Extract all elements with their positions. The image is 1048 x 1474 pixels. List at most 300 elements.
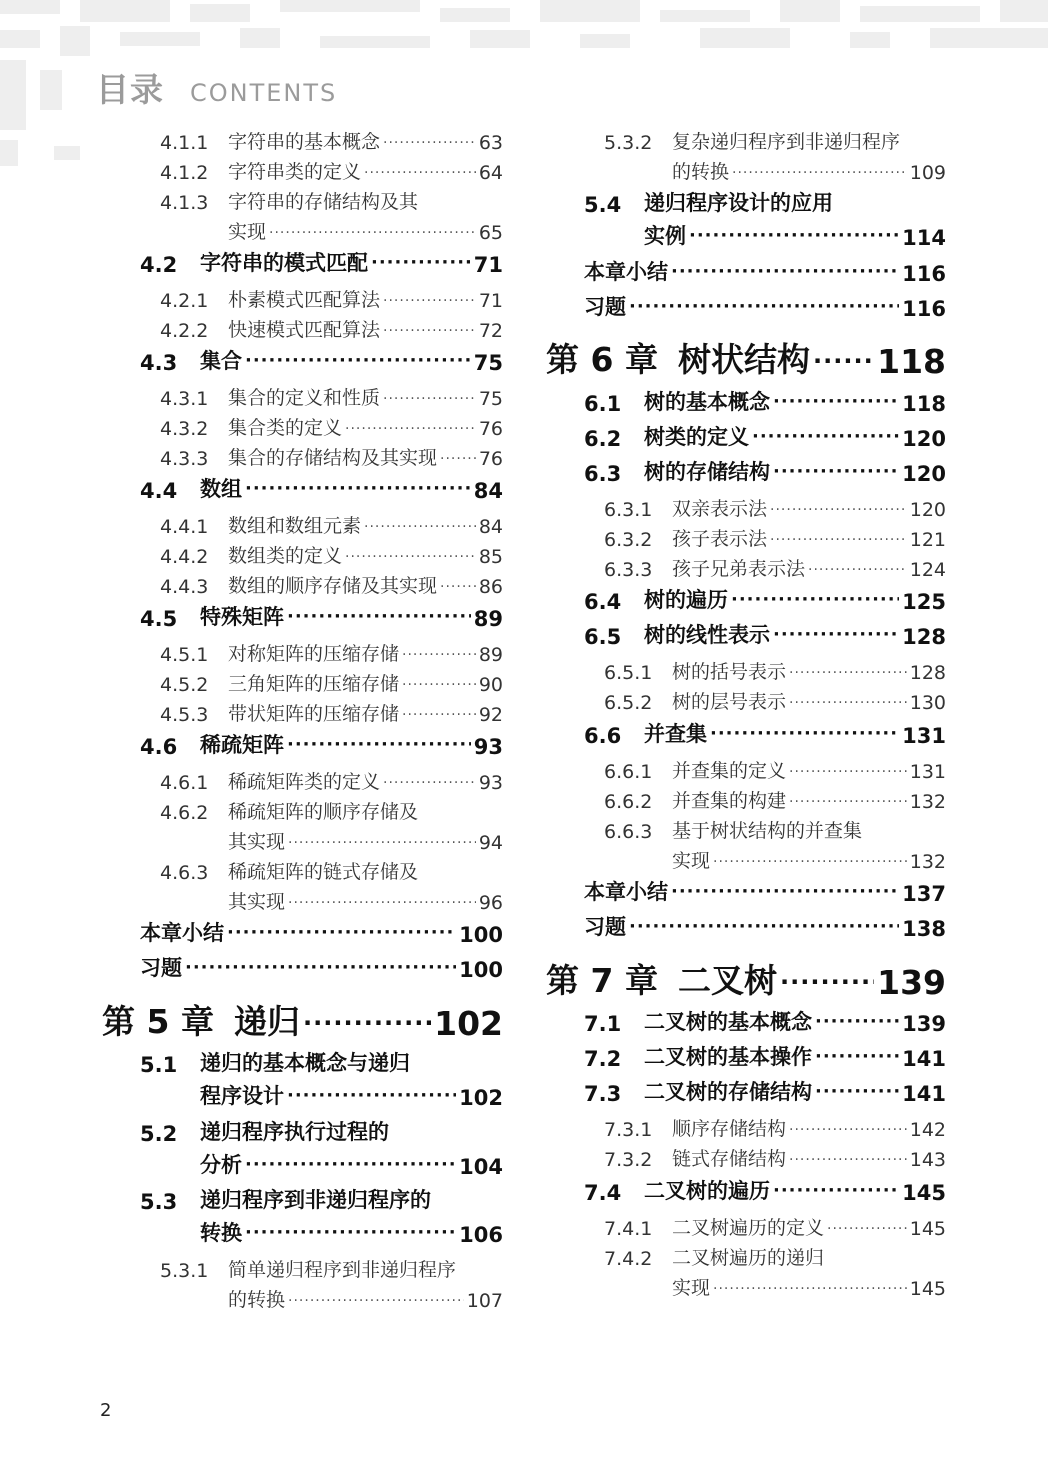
toc-entry-number: 4.4.1 — [160, 516, 209, 538]
toc-entry-title: 习题 — [584, 915, 626, 939]
toc-entry-title: 习题 — [140, 956, 182, 980]
toc-entry — [584, 1041, 946, 1071]
toc-entry-title: 并查集 — [644, 722, 707, 746]
toc-entry-title: 本章小结 — [584, 880, 668, 904]
toc-entry-page: 102 — [434, 1004, 503, 1043]
toc-entry-page: 89 — [478, 644, 503, 666]
leader-dots — [731, 589, 899, 610]
leader-dots — [770, 502, 907, 518]
toc-entry-title: 分析 — [200, 1153, 242, 1177]
leader-dots — [789, 1122, 907, 1138]
toc-entry-page: 142 — [909, 1119, 946, 1141]
toc-entry-title: 递归的基本概念与递归 — [200, 1051, 410, 1075]
toc-entry — [584, 911, 946, 941]
toc-entry-number: 7.2 — [584, 1047, 622, 1071]
toc-entry-number: 4.4.2 — [160, 546, 209, 568]
leader-dots — [815, 1081, 899, 1102]
leader-dots — [789, 794, 907, 810]
toc-entry-title: 集合的定义和性质 — [228, 387, 381, 409]
toc-entry-page: 72 — [478, 320, 503, 342]
toc-entry-number: 6.6.2 — [604, 791, 653, 813]
toc-entry-page: 145 — [902, 1181, 946, 1205]
toc-entry-page: 143 — [909, 1149, 946, 1171]
toc-entry-number: 4.4 — [140, 479, 178, 503]
leader-dots — [813, 347, 874, 375]
toc-entry-title: 链式存储结构 — [672, 1148, 787, 1170]
toc-entry-title: 树的线性表示 — [644, 623, 770, 647]
toc-entry-number: 4.6.1 — [160, 772, 209, 794]
toc-entry-number: 第 6 章 — [546, 340, 658, 379]
toc-entry — [604, 1210, 946, 1240]
leader-dots — [629, 296, 899, 317]
toc-entry — [604, 521, 946, 551]
toc-entry-number: 4.4.3 — [160, 576, 209, 598]
leader-dots — [752, 426, 899, 447]
toc-entry-page: 64 — [478, 162, 503, 184]
toc-entry-title: 简单递归程序到非递归程序 — [228, 1259, 457, 1281]
leader-dots — [287, 734, 471, 755]
toc-entry-page: 75 — [478, 388, 503, 410]
toc-entry-page: 145 — [909, 1218, 946, 1240]
toc-entry-title: 顺序存储结构 — [672, 1118, 787, 1140]
toc-entry-number: 7.3 — [584, 1082, 622, 1106]
toc-entry-title: 递归程序到非递归程序的 — [200, 1188, 431, 1212]
toc-entry-number: 5.2 — [140, 1122, 178, 1146]
toc-entry — [546, 335, 946, 381]
toc-entry-title: 习题 — [584, 295, 626, 319]
toc-entry-title: 双亲表示法 — [672, 498, 768, 520]
toc-entry — [584, 421, 946, 451]
toc-entry-number: 6.5 — [584, 625, 622, 649]
toc-entry-number: 6.5.1 — [604, 662, 653, 684]
toc-entry — [140, 917, 503, 947]
toc-entry-title: 字符串的基本概念 — [228, 131, 381, 153]
toc-entry-number: 4.3.2 — [160, 418, 209, 440]
toc-entry-page: 100 — [459, 923, 503, 947]
toc-entry — [140, 1184, 503, 1214]
leader-dots — [773, 391, 899, 412]
toc-entry — [160, 508, 503, 538]
toc-entry — [140, 1116, 503, 1146]
toc-entry-title: 数组和数组元素 — [228, 515, 362, 537]
toc-entry-title: 复杂递归程序到非递归程序 — [672, 131, 901, 153]
toc-entry-number: 6.3 — [584, 462, 622, 486]
toc-entry — [102, 997, 503, 1043]
toc-entry-number: 4.3.1 — [160, 388, 209, 410]
toc-entry-page: 109 — [909, 162, 946, 184]
toc-entry-page: 120 — [909, 499, 946, 521]
toc-entry-title: 二叉树的存储结构 — [644, 1080, 812, 1104]
toc-entry-title: 字符串的模式匹配 — [200, 251, 368, 275]
toc-entry-title: 树的存储结构 — [644, 460, 770, 484]
toc-entry — [160, 854, 503, 884]
toc-entry-page: 114 — [902, 226, 946, 250]
toc-entry — [584, 386, 946, 416]
toc-entry-page: 131 — [909, 761, 946, 783]
toc-entry-page: 131 — [902, 724, 946, 748]
toc-entry-page: 102 — [459, 1086, 503, 1110]
header-title-en: CONTENTS — [190, 79, 338, 107]
toc-entry-page: 138 — [902, 917, 946, 941]
toc-entry — [584, 456, 946, 486]
toc-entry-page: 96 — [478, 892, 503, 914]
leader-dots — [440, 579, 476, 595]
leader-dots — [371, 252, 471, 273]
toc-entry-number: 4.5 — [140, 607, 178, 631]
toc-entry-number: 6.6.1 — [604, 761, 653, 783]
toc-entry-page: 137 — [902, 882, 946, 906]
toc-entry-number: 4.2.1 — [160, 290, 209, 312]
toc-entry — [160, 696, 503, 726]
toc-entry — [160, 282, 503, 312]
toc-entry — [672, 843, 946, 873]
toc-entry-title: 数组的顺序存储及其实现 — [228, 575, 438, 597]
toc-entry — [604, 124, 946, 154]
toc-entry-page: 145 — [909, 1278, 946, 1300]
leader-dots — [402, 647, 476, 663]
toc-entry — [584, 1006, 946, 1036]
leader-dots — [383, 135, 476, 151]
toc-entry — [584, 256, 946, 286]
toc-entry-number: 6.2 — [584, 427, 622, 451]
toc-entry — [228, 884, 503, 914]
toc-entry — [160, 636, 503, 666]
toc-entry-page: 90 — [478, 674, 503, 696]
toc-entry-page: 76 — [478, 448, 503, 470]
toc-entry-title: 稀疏矩阵 — [200, 733, 284, 757]
toc-entry — [200, 1217, 503, 1247]
toc-entry-page: 71 — [478, 290, 503, 312]
toc-entry-number: 4.5.3 — [160, 704, 209, 726]
leader-dots — [710, 723, 899, 744]
toc-entry-page: 63 — [478, 132, 503, 154]
toc-entry-page: 121 — [909, 529, 946, 551]
toc-entry-number: 5.3.2 — [604, 132, 653, 154]
toc-entry-page: 84 — [473, 479, 503, 503]
toc-entry — [160, 184, 503, 214]
toc-entry-page: 116 — [902, 297, 946, 321]
toc-entry-number: 5.3 — [140, 1190, 178, 1214]
toc-entry-title: 二叉树的基本概念 — [644, 1010, 812, 1034]
toc-entry-number: 7.3.1 — [604, 1119, 653, 1141]
toc-entry — [140, 952, 503, 982]
toc-entry-page: 141 — [902, 1047, 946, 1071]
toc-entry — [546, 956, 946, 1002]
toc-entry-number: 4.2.2 — [160, 320, 209, 342]
toc-entry-title: 其实现 — [228, 831, 286, 853]
toc-entry-title: 二叉树 — [678, 961, 777, 1000]
toc-entry-page: 128 — [909, 662, 946, 684]
toc-entry-page: 120 — [902, 427, 946, 451]
leader-dots — [245, 1154, 456, 1175]
leader-dots — [773, 624, 899, 645]
toc-entry-number: 6.1 — [584, 392, 622, 416]
leader-dots — [732, 165, 907, 181]
toc-entry-title: 二叉树遍历的定义 — [672, 1217, 825, 1239]
toc-entry-page: 94 — [478, 832, 503, 854]
leader-dots — [789, 665, 907, 681]
toc-entry-title: 字符串类的定义 — [228, 161, 362, 183]
toc-entry-title: 稀疏矩阵的顺序存储及 — [228, 801, 419, 823]
toc-entry-title: 实现 — [228, 221, 267, 243]
toc-entry — [160, 764, 503, 794]
toc-entry-page: 93 — [473, 735, 503, 759]
toc-entry — [604, 491, 946, 521]
toc-entry-page: 141 — [902, 1082, 946, 1106]
toc-entry-page: 85 — [478, 546, 503, 568]
toc-entry — [160, 440, 503, 470]
toc-entry — [228, 1282, 503, 1312]
toc-entry-title: 朴素模式匹配算法 — [228, 289, 381, 311]
toc-entry-number: 6.6.3 — [604, 821, 653, 843]
toc-entry — [584, 1175, 946, 1205]
toc-entry-page: 107 — [466, 1290, 503, 1312]
toc-entry-title: 本章小结 — [140, 921, 224, 945]
toc-entry — [160, 666, 503, 696]
toc-entry-title: 字符串的存储结构及其 — [228, 191, 419, 213]
toc-entry-page: 124 — [909, 559, 946, 581]
leader-dots — [383, 775, 476, 791]
leader-dots — [827, 1221, 907, 1237]
toc-entry — [604, 1240, 946, 1270]
toc-entry-number: 7.3.2 — [604, 1149, 653, 1171]
leader-dots — [288, 895, 476, 911]
leader-dots — [671, 881, 899, 902]
toc-entry-page: 106 — [459, 1223, 503, 1247]
toc-entry-number: 第 5 章 — [102, 1002, 214, 1041]
toc-entry-title: 数组 — [200, 477, 242, 501]
toc-entry-title: 递归程序执行过程的 — [200, 1120, 389, 1144]
leader-dots — [773, 461, 899, 482]
leader-dots — [364, 165, 476, 181]
toc-entry — [140, 729, 503, 759]
toc-entry — [672, 154, 946, 184]
leader-dots — [402, 707, 476, 723]
toc-entry-title: 对称矩阵的压缩存储 — [228, 643, 400, 665]
toc-entry-title: 集合类的定义 — [228, 417, 343, 439]
toc-entry — [160, 380, 503, 410]
toc-entry-page: 75 — [473, 351, 503, 375]
toc-entry-number: 4.5.2 — [160, 674, 209, 696]
toc-entry-page: 100 — [459, 958, 503, 982]
leader-dots — [245, 1222, 456, 1243]
leader-dots — [789, 695, 907, 711]
toc-entry-title: 并查集的定义 — [672, 760, 787, 782]
toc-entry-number: 5.3.1 — [160, 1260, 209, 1282]
leader-dots — [713, 1281, 907, 1297]
toc-entry-page: 89 — [473, 607, 503, 631]
toc-entry-number: 6.3.1 — [604, 499, 653, 521]
toc-entry — [584, 584, 946, 614]
toc-entry-title: 树的遍历 — [644, 588, 728, 612]
leader-dots — [287, 606, 471, 627]
toc-entry-page: 120 — [902, 462, 946, 486]
toc-entry — [200, 1080, 503, 1110]
leader-dots — [383, 293, 476, 309]
toc-entry-title: 集合的存储结构及其实现 — [228, 447, 438, 469]
toc-entry-number: 4.1.1 — [160, 132, 209, 154]
toc-entry-number: 7.4 — [584, 1181, 622, 1205]
contents-header — [96, 64, 338, 109]
toc-entry-number: 6.3.2 — [604, 529, 653, 551]
leader-dots — [713, 854, 907, 870]
toc-entry-page: 139 — [877, 963, 946, 1002]
toc-entry-title: 的转换 — [228, 1289, 286, 1311]
toc-entry — [140, 1047, 503, 1077]
leader-dots — [287, 1085, 456, 1106]
toc-entry-number: 6.4 — [584, 590, 622, 614]
toc-entry-page: 76 — [478, 418, 503, 440]
leader-dots — [789, 764, 907, 780]
toc-entry-number: 5.4 — [584, 193, 622, 217]
toc-entry-page: 132 — [909, 791, 946, 813]
toc-entry-title: 带状矩阵的压缩存储 — [228, 703, 400, 725]
leader-dots — [303, 1009, 431, 1037]
toc-entry — [604, 1111, 946, 1141]
toc-entry-title: 稀疏矩阵类的定义 — [228, 771, 381, 793]
toc-entry — [584, 718, 946, 748]
toc-entry-page: 86 — [478, 576, 503, 598]
toc-entry-number: 4.3 — [140, 351, 178, 375]
leader-dots — [185, 957, 456, 978]
toc-entry-title: 树类的定义 — [644, 425, 749, 449]
toc-entry — [584, 291, 946, 321]
toc-entry-title: 递归程序设计的应用 — [644, 191, 833, 215]
toc-entry — [228, 824, 503, 854]
toc-entry — [644, 220, 946, 250]
toc-entry — [160, 1252, 503, 1282]
toc-entry-title: 孩子兄弟表示法 — [672, 558, 806, 580]
toc-entry-number: 6.5.2 — [604, 692, 653, 714]
toc-entry — [604, 813, 946, 843]
toc-entry — [584, 187, 946, 217]
toc-entry-title: 树的层号表示 — [672, 691, 787, 713]
toc-entry-title: 并查集的构建 — [672, 790, 787, 812]
leader-dots — [808, 562, 907, 578]
toc-entry-number: 4.1.2 — [160, 162, 209, 184]
leader-dots — [345, 421, 476, 437]
page-number: 2 — [100, 1400, 112, 1421]
toc-entry — [228, 214, 503, 244]
toc-entry-page: 104 — [459, 1155, 503, 1179]
toc-entry — [604, 551, 946, 581]
toc-entry-page: 128 — [902, 625, 946, 649]
leader-dots — [345, 549, 476, 565]
toc-entry-number: 4.6 — [140, 735, 178, 759]
toc-entry — [604, 783, 946, 813]
toc-entry-page: 125 — [902, 590, 946, 614]
toc-entry-title: 二叉树的遍历 — [644, 1179, 770, 1203]
toc-entry-title: 稀疏矩阵的链式存储及 — [228, 861, 419, 883]
header-title-cn: 目录 — [96, 70, 164, 109]
leader-dots — [364, 519, 476, 535]
toc-entry — [604, 654, 946, 684]
toc-entry-number: 4.6.3 — [160, 862, 209, 884]
toc-entry-title: 孩子表示法 — [672, 528, 768, 550]
toc-entry-title: 树状结构 — [678, 340, 810, 379]
toc-entry-title: 集合 — [200, 349, 242, 373]
toc-entry — [672, 1270, 946, 1300]
toc-entry-title: 二叉树遍历的递归 — [672, 1247, 825, 1269]
toc-entry-number: 6.6 — [584, 724, 622, 748]
toc-entry-title: 基于树状结构的并查集 — [672, 820, 863, 842]
toc-entry-page: 132 — [909, 851, 946, 873]
toc-entry-page: 130 — [909, 692, 946, 714]
toc-entry — [140, 473, 503, 503]
toc-entry — [160, 410, 503, 440]
toc-entry-page: 118 — [877, 342, 946, 381]
toc-entry-number: 4.2 — [140, 253, 178, 277]
toc-entry-number: 7.4.1 — [604, 1218, 653, 1240]
leader-dots — [288, 1293, 464, 1309]
leader-dots — [773, 1180, 899, 1201]
toc-entry — [160, 312, 503, 342]
toc-entry-title: 树的基本概念 — [644, 390, 770, 414]
leader-dots — [227, 922, 456, 943]
leader-dots — [440, 451, 476, 467]
toc-entry-page: 92 — [478, 704, 503, 726]
leader-dots — [770, 532, 907, 548]
toc-entry-title: 实现 — [672, 1277, 711, 1299]
toc-entry-number: 4.3.3 — [160, 448, 209, 470]
toc-entry — [604, 753, 946, 783]
leader-dots — [671, 261, 899, 282]
toc-entry — [140, 247, 503, 277]
toc-entry-number: 4.6.2 — [160, 802, 209, 824]
toc-entry-title: 递归 — [234, 1002, 300, 1041]
toc-entry-title: 其实现 — [228, 891, 286, 913]
toc-entry — [140, 601, 503, 631]
toc-entry-title: 实现 — [672, 850, 711, 872]
toc-entry — [160, 794, 503, 824]
leader-dots — [383, 323, 476, 339]
toc-entry-page: 118 — [902, 392, 946, 416]
leader-dots — [815, 1046, 899, 1067]
toc-entry-title: 树的括号表示 — [672, 661, 787, 683]
toc-entry-title: 转换 — [200, 1221, 242, 1245]
toc-entry-page: 116 — [902, 262, 946, 286]
leader-dots — [383, 391, 476, 407]
toc-entry-title: 特殊矩阵 — [200, 605, 284, 629]
toc-entry — [584, 619, 946, 649]
toc-entry-title: 快速模式匹配算法 — [228, 319, 381, 341]
toc-entry-title: 数组类的定义 — [228, 545, 343, 567]
toc-entry-page: 65 — [478, 222, 503, 244]
leader-dots — [689, 225, 899, 246]
toc-entry — [604, 1141, 946, 1171]
toc-entry-number: 6.3.3 — [604, 559, 653, 581]
toc-entry-title: 实例 — [644, 224, 686, 248]
toc-entry-page: 71 — [473, 253, 503, 277]
toc-entry-title: 三角矩阵的压缩存储 — [228, 673, 400, 695]
toc-entry-title: 二叉树的基本操作 — [644, 1045, 812, 1069]
leader-dots — [245, 350, 471, 371]
toc-entry — [584, 1076, 946, 1106]
toc-entry-number: 第 7 章 — [546, 961, 658, 1000]
toc-entry — [160, 538, 503, 568]
leader-dots — [288, 835, 476, 851]
leader-dots — [402, 677, 476, 693]
toc-entry-page: 84 — [478, 516, 503, 538]
toc-entry-number: 7.4.2 — [604, 1248, 653, 1270]
toc-entry-page: 139 — [902, 1012, 946, 1036]
toc-entry-number: 5.1 — [140, 1053, 178, 1077]
toc-entry — [160, 154, 503, 184]
toc-entry-number: 7.1 — [584, 1012, 622, 1036]
leader-dots — [815, 1011, 899, 1032]
toc-entry — [604, 684, 946, 714]
leader-dots — [629, 916, 899, 937]
